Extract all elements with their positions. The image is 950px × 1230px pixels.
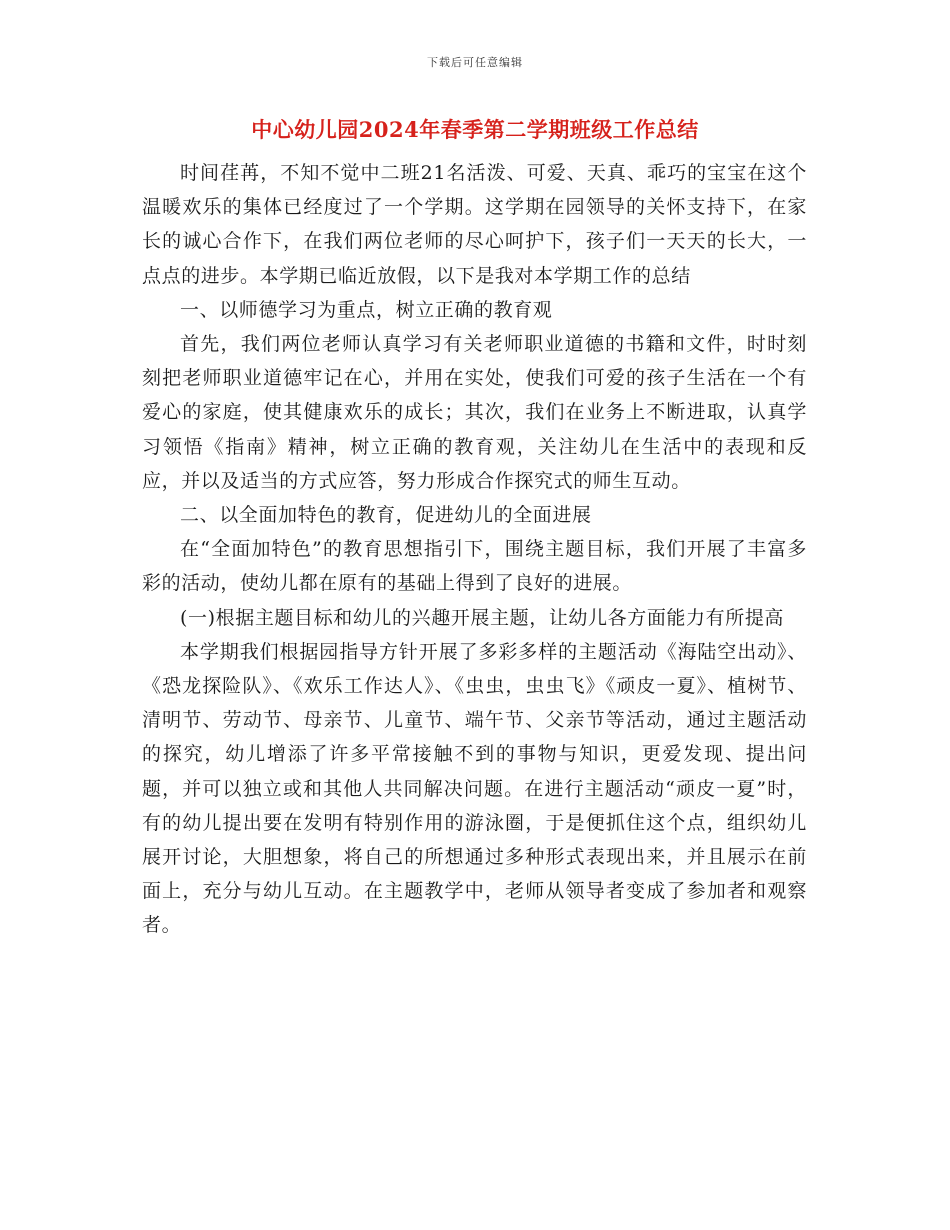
- document-body: [142, 156, 807, 943]
- document-title: 中心幼儿园2024年春季第二学期班级工作总结: [251, 117, 699, 142]
- paragraph-subsection-1: 本学期我们根据园指导方针开展了多彩多样的主题活动《海陆空出动》、《恐龙探险队》、《欢乐工作达人》、《虫虫，虫虫飞》《顽皮一夏》、植树节、清明节、劳动节、母亲节、儿童节、端午节、父亲节等活动，通过主题活动的探究，幼儿增添了许多平常接触不到的事物与知识，更爱发现、提出问题，并可以独立或和其他人共同解决问题。在进行主题活动“顽皮一夏”时，有的幼儿提出要在发明有特别作用的游泳圈，于是便抓住这个点，组织幼儿展开讨论，大胆想象，将自己的所想通过多种形式表现出来，并且展示在前面上，充分与幼儿互动。在主题教学中，老师从领导者变成了参加者和观察者。: [142, 640, 807, 937]
- section-heading-2: 二、以全面加特色的教育，促进幼儿的全面进展: [180, 504, 592, 527]
- paragraph-section-2: 在“全面加特色”的教育思想指引下，围绕主题目标，我们开展了丰富多彩的活动，使幼儿都在原有的基础上得到了良好的进展。: [142, 538, 807, 595]
- subsection-heading-1: (一)根据主题目标和幼儿的兴趣开展主题，让幼儿各方面能力有所提高: [180, 606, 785, 629]
- header-note: 下载后可任意编辑: [427, 56, 523, 69]
- section-heading-1: 一、以师德学习为重点，树立正确的教育观: [180, 298, 553, 321]
- paragraph-section-1: 首先，我们两位老师认真学习有关老师职业道德的书籍和文件，时时刻刻把老师职业道德牢记在心，并用在实处，使我们可爱的孩子生活在一个有爱心的家庭，使其健康欢乐的成长；其次，我们在业务上不断进取，认真学习领悟《指南》精神，树立正确的教育观，关注幼儿在生活中的表现和反应，并以及适当的方式应答，努力形成合作探究式的师生互动。: [142, 333, 807, 492]
- paragraph-intro: 时间荏苒，不知不觉中二班21名活泼、可爱、天真、乖巧的宝宝在这个温暖欢乐的集体已经度过了一个学期。这学期在园领导的关怀支持下，在家长的诚心合作下，在我们两位老师的尽心呵护下，孩子们一天天的长大，一点点的进步。本学期已临近放假，以下是我对本学期工作的总结: [142, 162, 807, 287]
